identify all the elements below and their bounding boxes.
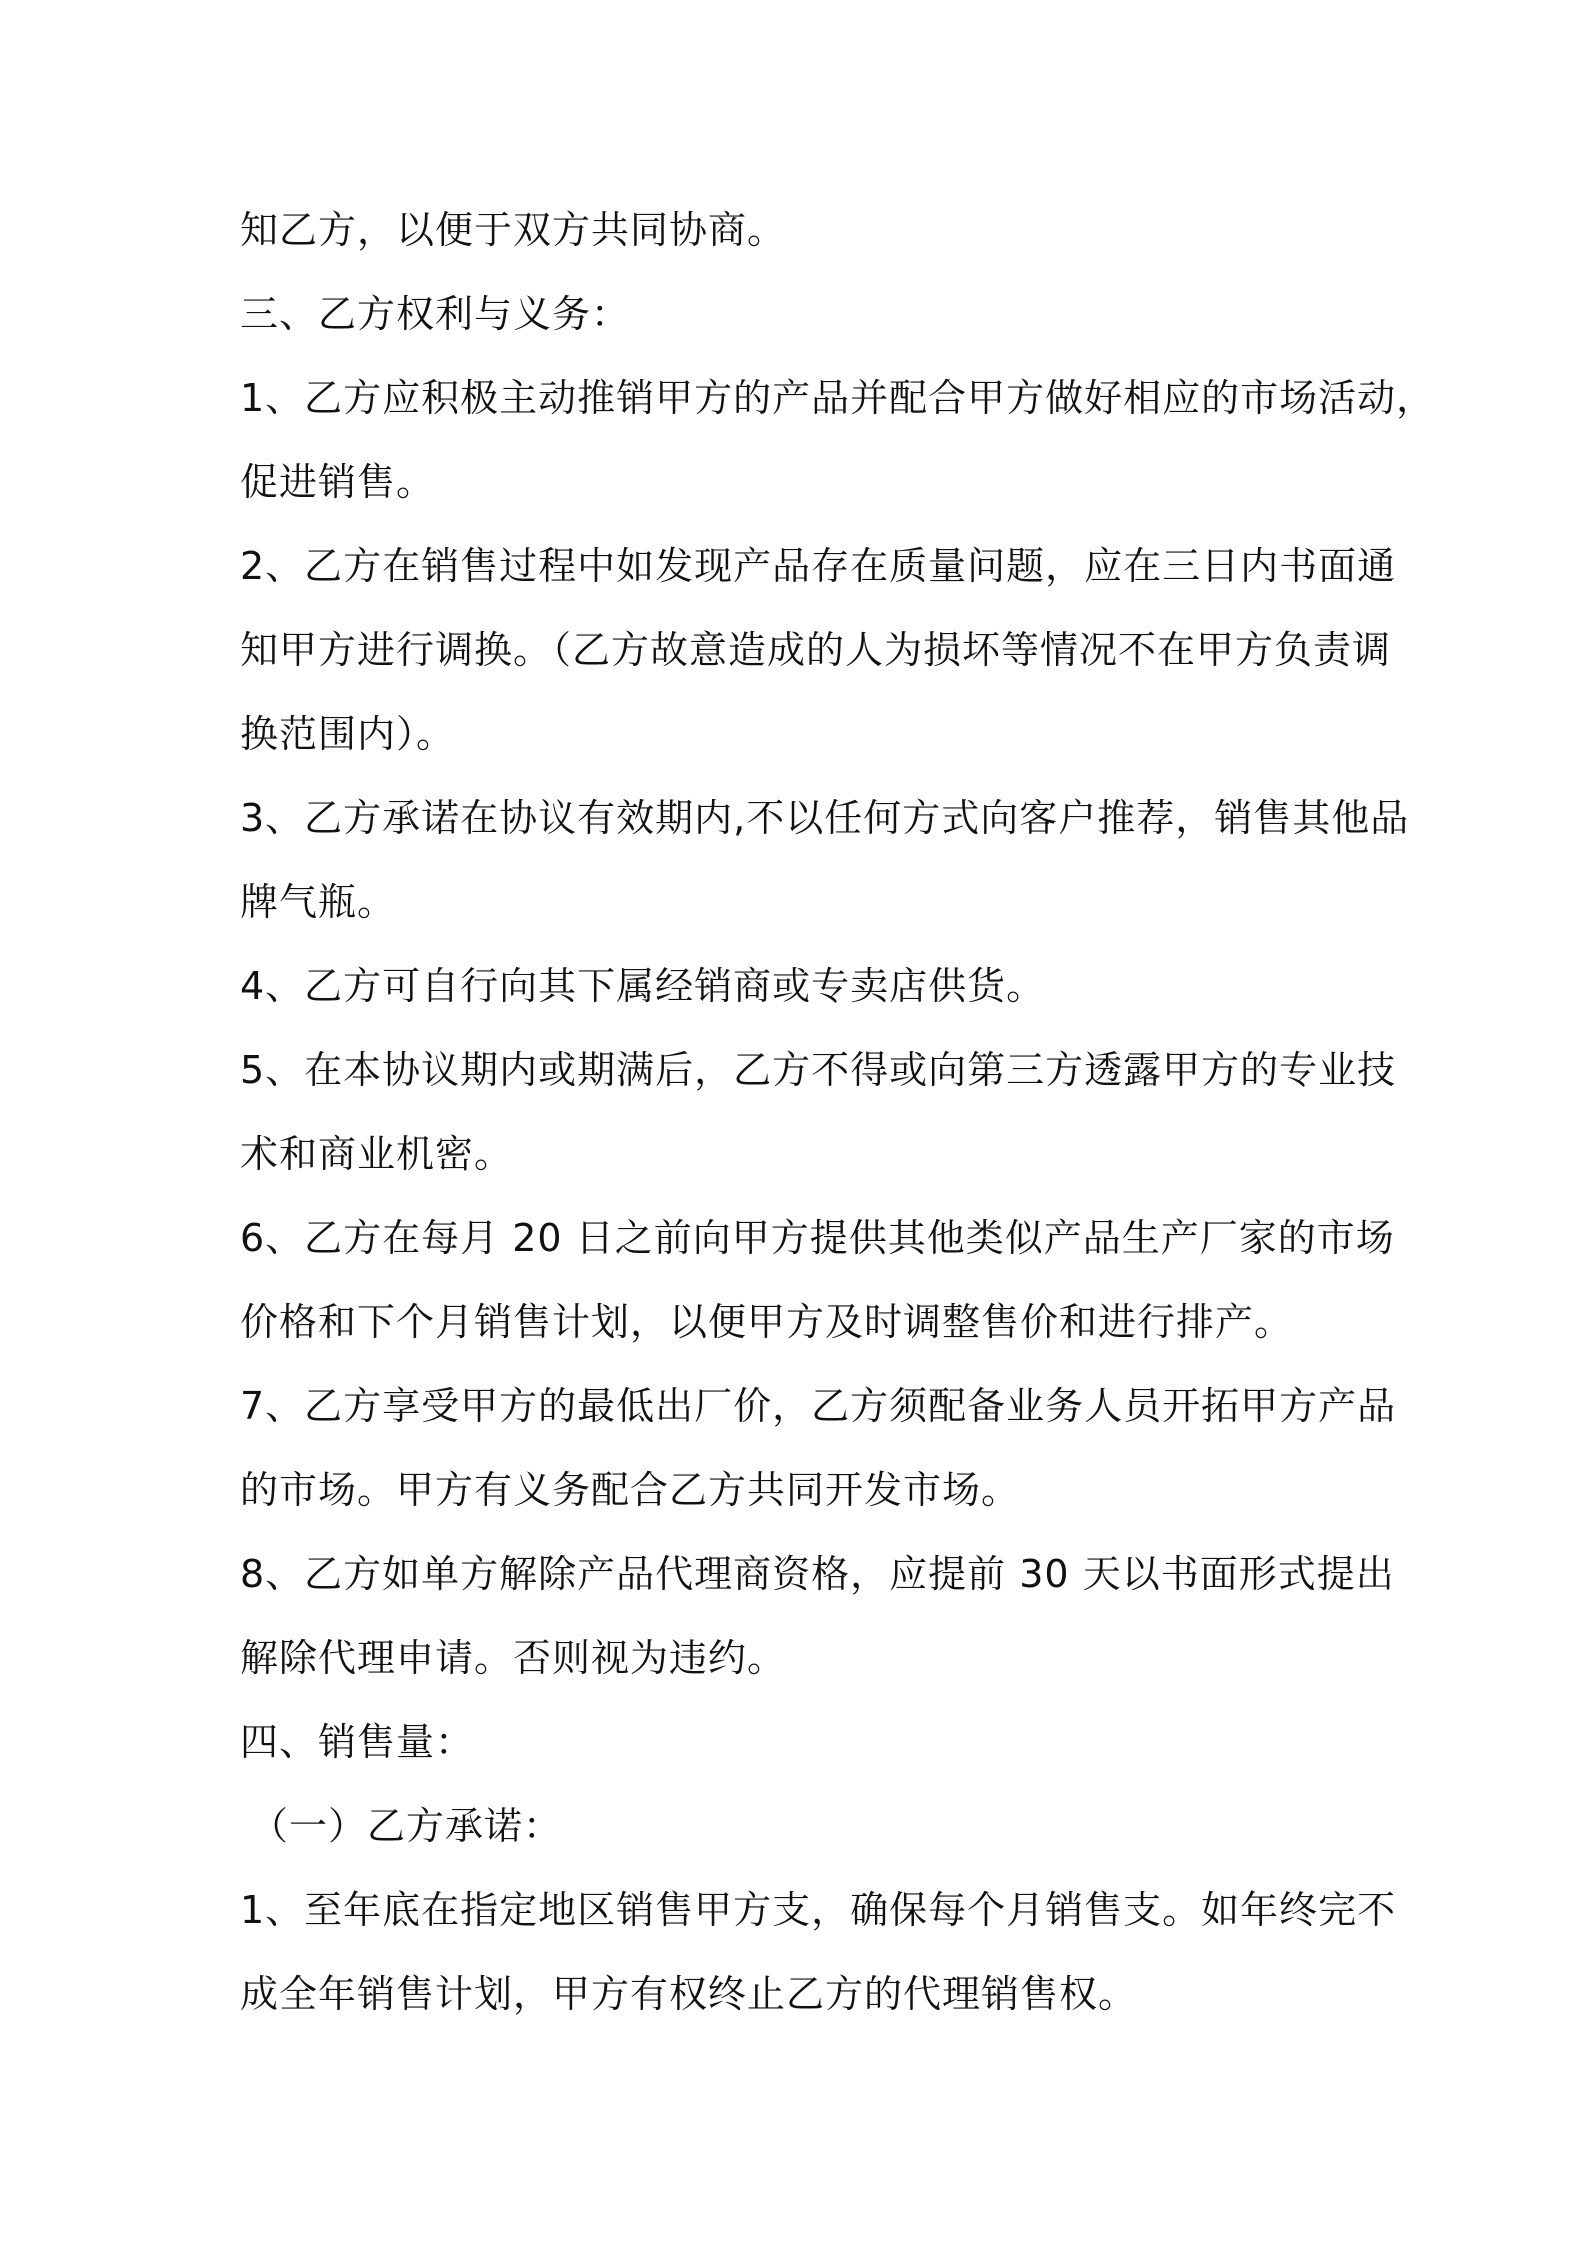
text-line: 知甲方进行调换。（乙方故意造成的人为损坏等情况不在甲方负责调 xyxy=(240,628,1392,672)
paragraph-closing-notice xyxy=(240,188,1350,272)
text-line: 换范围内）。 xyxy=(240,712,456,756)
text-line: 的市场。甲方有义务配合乙方共同开发市场。 xyxy=(240,1468,1021,1512)
text-line: 1、至年底在指定地区销售甲方支，确保每个月销售支。如年终完不 xyxy=(240,1888,1397,1932)
text-line: 知乙方，以便于双方共同协商。 xyxy=(240,208,787,252)
document-body xyxy=(240,188,1436,2036)
section-heading-party-b-rights xyxy=(240,272,1350,356)
clause-7-pricing xyxy=(240,1364,1397,1532)
clause-8-termination xyxy=(240,1532,1395,1700)
subsection-heading: （一）乙方承诺： xyxy=(250,1804,563,1848)
text-line: 1、乙方应积极主动推销甲方的产品并配合甲方做好相应的市场活动， xyxy=(240,376,1436,420)
clause-6-market-report xyxy=(240,1196,1395,1364)
text-line: 6、乙方在每月 20 日之前向甲方提供其他类似产品生产厂家的市场 xyxy=(240,1216,1395,1260)
section-heading: 三、乙方权利与义务： xyxy=(240,292,631,336)
clause-3-exclusivity xyxy=(240,776,1410,944)
clause-2-quality-issues xyxy=(240,524,1397,776)
text-line: 牌气瓶。 xyxy=(240,880,397,924)
text-line: 价格和下个月销售计划，以便甲方及时调整售价和进行排产。 xyxy=(240,1300,1294,1344)
text-line: 7、乙方享受甲方的最低出厂价，乙方须配备业务人员开拓甲方产品 xyxy=(240,1384,1397,1428)
text-line: 术和商业机密。 xyxy=(240,1132,514,1176)
text-line: 3、乙方承诺在协议有效期内,不以任何方式向客户推荐，销售其他品 xyxy=(240,796,1410,840)
clause-1-promotion xyxy=(240,356,1436,524)
text-line: 5、在本协议期内或期满后，乙方不得或向第三方透露甲方的专业技 xyxy=(240,1048,1397,1092)
clause-4-supply xyxy=(240,944,1350,1028)
section-heading: 四、销售量： xyxy=(240,1720,475,1764)
text-line: 解除代理申请。否则视为违约。 xyxy=(240,1636,787,1680)
subsection-heading-party-b-commitment xyxy=(240,1784,1350,1868)
section-heading-sales-volume xyxy=(240,1700,1350,1784)
text-line: 8、乙方如单方解除产品代理商资格，应提前 30 天以书面形式提出 xyxy=(240,1552,1395,1596)
text-line: 4、乙方可自行向其下属经销商或专卖店供货。 xyxy=(240,964,1046,1008)
text-line: 成全年销售计划，甲方有权终止乙方的代理销售权。 xyxy=(240,1972,1138,2016)
clause-sales-target xyxy=(240,1868,1397,2036)
text-line: 2、乙方在销售过程中如发现产品存在质量问题，应在三日内书面通 xyxy=(240,544,1397,588)
text-line: 促进销售。 xyxy=(240,460,436,504)
clause-5-confidentiality xyxy=(240,1028,1397,1196)
